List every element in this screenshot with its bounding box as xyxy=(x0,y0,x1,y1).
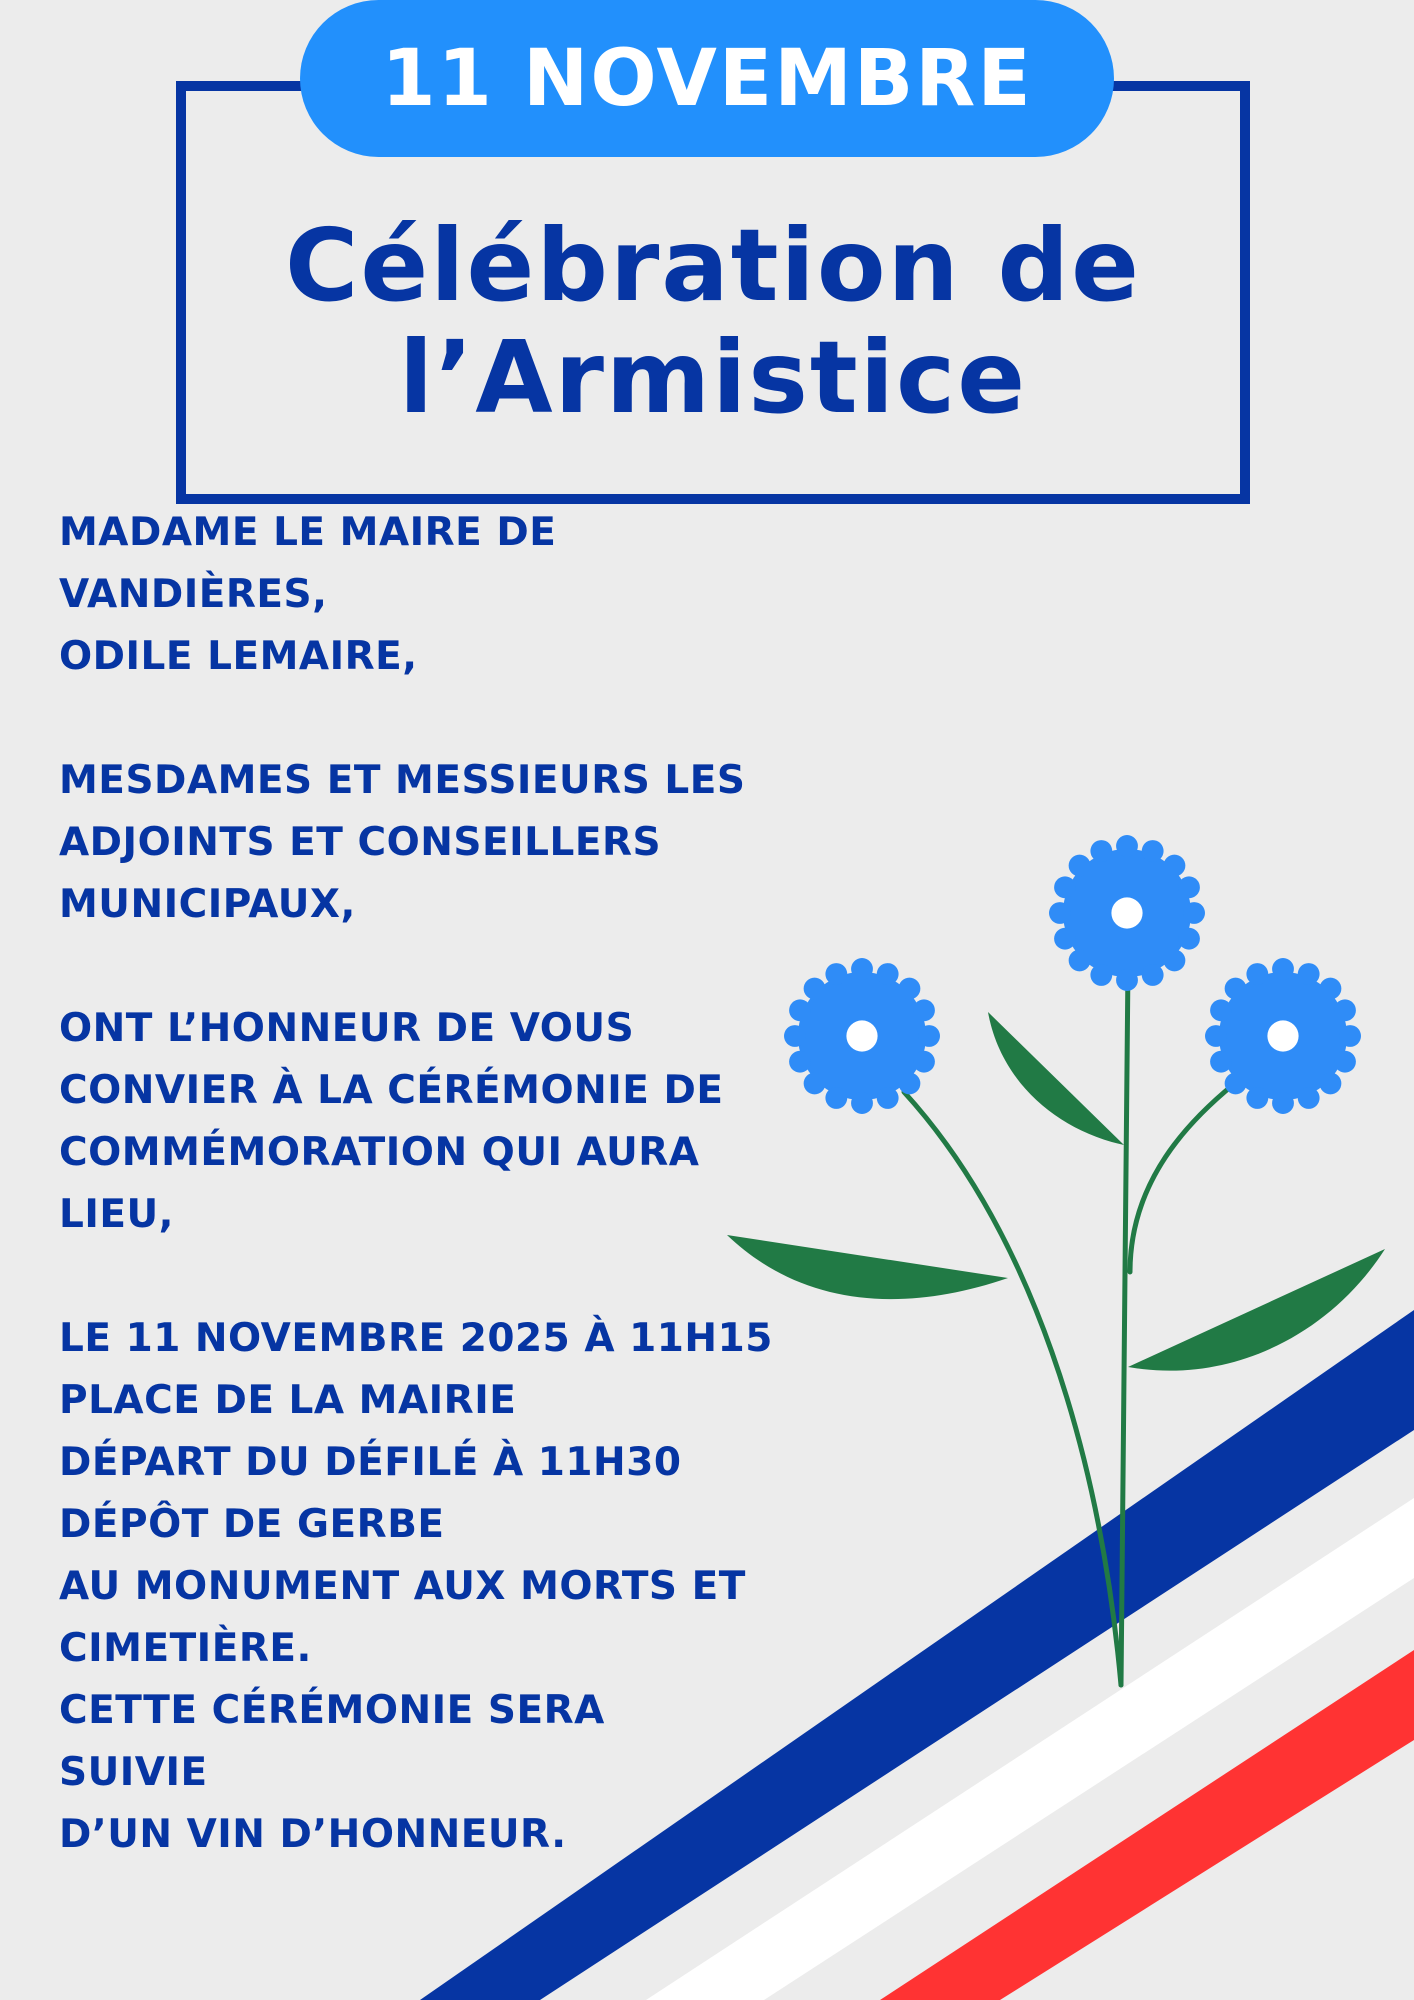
invitation-line: VANDIÈRES, xyxy=(59,572,328,617)
cornflower-petal xyxy=(1334,999,1356,1021)
cornflower-petal xyxy=(1272,1092,1294,1114)
cornflower-petal xyxy=(1142,840,1164,862)
cornflower-petal xyxy=(877,1087,899,1109)
invitation-text xyxy=(59,502,819,1866)
cornflower-petal xyxy=(1164,855,1186,877)
cornflower-petal xyxy=(1178,876,1200,898)
cornflower-petal xyxy=(825,963,847,985)
cornflower-petal xyxy=(1334,1051,1356,1073)
cornflower-petal xyxy=(1246,963,1268,985)
invitation-line: MESDAMES ET MESSIEURS LES xyxy=(59,758,746,803)
cornflower-petal xyxy=(899,1073,921,1095)
cornflower-petal xyxy=(1069,855,1091,877)
title-line-2: l’Armistice xyxy=(398,319,1028,436)
invitation-line: LIEU, xyxy=(59,1192,174,1237)
cornflower-center xyxy=(846,1020,877,1051)
page-title xyxy=(186,207,1240,436)
cornflower-petal xyxy=(1225,978,1247,1000)
cornflower-petal xyxy=(1298,1087,1320,1109)
cornflower-petal xyxy=(1054,876,1076,898)
invitation-line: ONT L’HONNEUR DE VOUS xyxy=(59,1006,635,1051)
cornflowers xyxy=(784,835,1361,1114)
cornflower-petal xyxy=(877,963,899,985)
cornflower-icon xyxy=(1205,958,1361,1114)
cornflower-petal xyxy=(1116,835,1138,857)
cornflower-petal xyxy=(851,958,873,980)
cornflower-petal xyxy=(918,1025,940,1047)
cornflower-petal xyxy=(1142,964,1164,986)
cornflower-petal xyxy=(1090,964,1112,986)
leaf-right xyxy=(1128,1249,1385,1371)
date-badge xyxy=(300,0,1114,157)
cornflower-petal xyxy=(1320,978,1342,1000)
paragraph-spacer xyxy=(59,936,819,998)
cornflower-petal xyxy=(1090,840,1112,862)
invitation-line: LE 11 NOVEMBRE 2025 À 11H15 xyxy=(59,1316,773,1361)
cornflower-petal xyxy=(1272,958,1294,980)
cornflower-petal xyxy=(913,1051,935,1073)
cornflower-petal xyxy=(1210,999,1232,1021)
cornflower-petal xyxy=(913,999,935,1021)
cornflower-petal xyxy=(1225,1073,1247,1095)
cornflower-center xyxy=(1267,1020,1298,1051)
leaf-center xyxy=(988,1012,1124,1145)
invitation-line: CETTE CÉRÉMONIE SERA xyxy=(59,1688,605,1733)
date-badge-label: 11 NOVEMBRE xyxy=(381,33,1033,124)
invitation-line: SUIVIE xyxy=(59,1750,208,1795)
cornflower-petal xyxy=(1049,902,1071,924)
cornflower-petal xyxy=(825,1087,847,1109)
invitation-line: DÉPART DU DÉFILÉ À 11H30 xyxy=(59,1440,682,1485)
cornflower-petal xyxy=(851,1092,873,1114)
cornflower-petal xyxy=(1210,1051,1232,1073)
invitation-line: ADJOINTS ET CONSEILLERS xyxy=(59,820,662,865)
invitation-line: MADAME LE MAIRE DE xyxy=(59,510,557,555)
invitation-line: D’UN VIN D’HONNEUR. xyxy=(59,1812,567,1857)
invitation-line: CONVIER À LA CÉRÉMONIE DE xyxy=(59,1068,724,1113)
cornflower-petal xyxy=(1069,950,1091,972)
invitation-line: CIMETIÈRE. xyxy=(59,1626,312,1671)
cornflower-petal xyxy=(1205,1025,1227,1047)
invitation-line: AU MONUMENT AUX MORTS ET xyxy=(59,1564,746,1609)
invitation-line: PLACE DE LA MAIRIE xyxy=(59,1378,517,1423)
cornflower-icon xyxy=(1049,835,1205,991)
invitation-line: DÉPÔT DE GERBE xyxy=(59,1502,445,1547)
cornflower-petal xyxy=(1298,963,1320,985)
cornflower-petal xyxy=(1339,1025,1361,1047)
title-line-1: Célébration de xyxy=(285,207,1141,324)
invitation-line: COMMÉMORATION QUI AURA xyxy=(59,1130,700,1175)
cornflower-petal xyxy=(1320,1073,1342,1095)
paragraph-spacer xyxy=(59,1246,819,1308)
cornflower-petal xyxy=(1116,969,1138,991)
cornflower-petal xyxy=(1054,928,1076,950)
cornflower-petal xyxy=(1183,902,1205,924)
cornflower-petal xyxy=(1246,1087,1268,1109)
paragraph-spacer xyxy=(59,688,819,750)
invitation-line: ODILE LEMAIRE, xyxy=(59,634,418,679)
invitation-line: MUNICIPAUX, xyxy=(59,882,356,927)
cornflower-petal xyxy=(1164,950,1186,972)
cornflower-center xyxy=(1111,897,1142,928)
cornflower-petal xyxy=(1178,928,1200,950)
cornflower-petal xyxy=(899,978,921,1000)
